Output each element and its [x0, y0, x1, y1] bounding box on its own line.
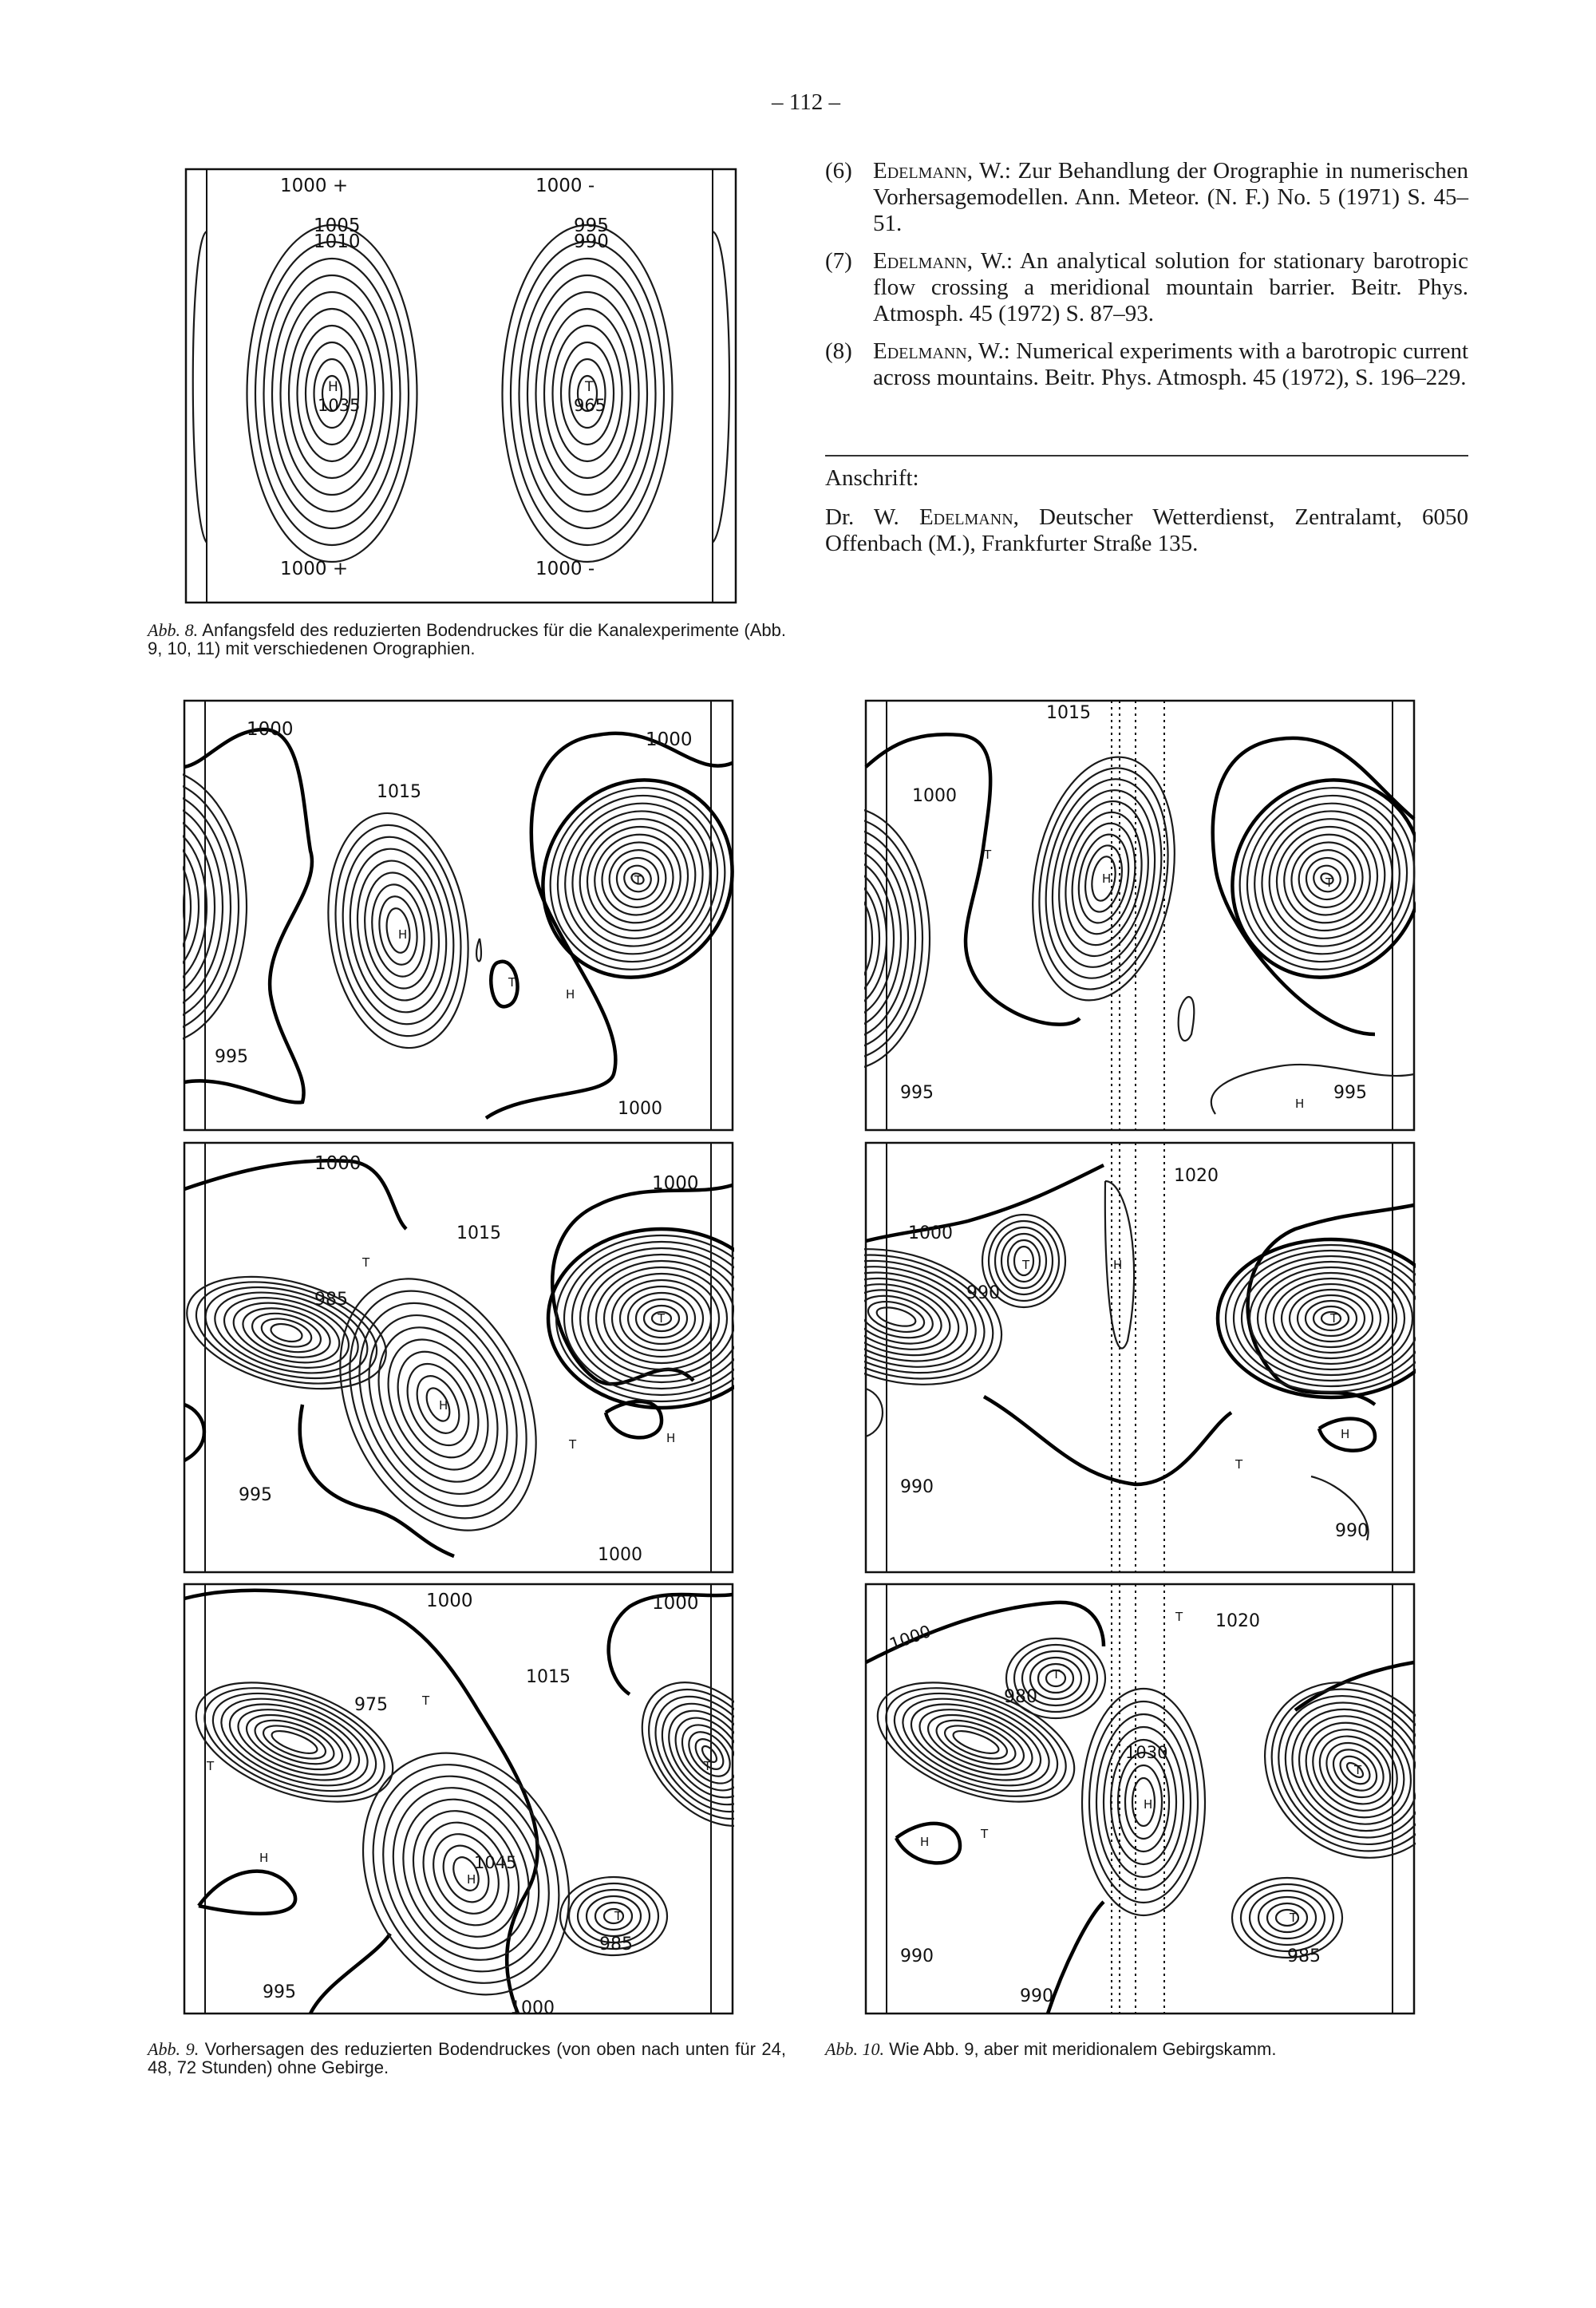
- q2-low: T: [1022, 1258, 1030, 1272]
- q3-label-6: 985: [1287, 1946, 1321, 1966]
- divider-rule: [825, 455, 1468, 456]
- p2-low-2: T: [658, 1311, 666, 1326]
- address-body: Deutscher Wetterdienst, Zentralamt, 6050 Offenbach (M.), Frankfurter Straße 135.: [825, 504, 1468, 556]
- isobar-line: [508, 745, 734, 1012]
- isobar-line: [338, 1734, 593, 2014]
- fig8-high-value: 1035: [318, 396, 361, 415]
- isobar-line: [941, 1719, 1011, 1765]
- p2-high-2: H: [666, 1431, 676, 1445]
- isobar-line: [615, 1657, 734, 1852]
- reference-8: [825, 338, 1468, 391]
- caption-label: Abb. 9.: [148, 2039, 200, 2059]
- caption-figure-9: [148, 2040, 786, 2077]
- fig8-high-label: H: [328, 379, 338, 395]
- isobar-line: [1250, 1891, 1325, 1945]
- p3-label-7: 995: [263, 1982, 296, 2002]
- q1-low-2: T: [1325, 875, 1333, 890]
- p2-low-3: T: [569, 1437, 577, 1452]
- q3-label-7: 990: [1020, 1986, 1053, 2006]
- q2-label-5: 990: [1335, 1521, 1369, 1541]
- reference-number: (6): [825, 158, 852, 184]
- figure-10-panel-24h: [864, 699, 1416, 1132]
- p1-low: T: [634, 873, 642, 887]
- reference-author: Edelmann, W.:: [873, 248, 1013, 274]
- isobar-line: [409, 1369, 468, 1440]
- p1-label-1: 1000: [247, 719, 294, 740]
- caption-label: Abb. 8.: [148, 620, 199, 640]
- figure-10-panel-48h: [864, 1141, 1416, 1574]
- q3-low-2: T: [1053, 1667, 1061, 1682]
- p3-label-8: 1000: [510, 1998, 555, 2015]
- isobar-line: [329, 1278, 548, 1531]
- figure-8: [184, 168, 737, 604]
- reference-text: Numerical experiments with a barotropic current across mountains. Beitr. Phys. Atmosph. 45 (1972), S. 196–229.: [873, 338, 1468, 390]
- isobar-line: [624, 1666, 734, 1843]
- q1-high: H: [1102, 871, 1112, 886]
- p2-label-4: 985: [314, 1290, 348, 1310]
- isobar-line: [921, 1704, 1031, 1780]
- isobar-line: [421, 1824, 512, 1924]
- isobar-line: [517, 756, 734, 1002]
- p3-label-2: 1000: [652, 1593, 699, 1614]
- isobar-line: [595, 1903, 632, 1930]
- p1-label-5: 1000: [618, 1099, 662, 1119]
- p3-low-4: T: [614, 1909, 622, 1923]
- q3-low-5: T: [1290, 1911, 1298, 1925]
- p2-low: T: [362, 1255, 370, 1270]
- q1-label-3: 995: [900, 1083, 934, 1103]
- figure-9-panel-24h: [183, 699, 734, 1132]
- fig8-iso-1010: 1010: [314, 231, 361, 252]
- fig8-bottom-right: 1000 -: [535, 559, 595, 579]
- p3-high-2: H: [259, 1851, 269, 1865]
- q1-label-4: 995: [1333, 1083, 1367, 1103]
- isobar-line: [911, 1697, 1041, 1788]
- isobar-line: [230, 1697, 359, 1788]
- page-number: – 112 –: [772, 89, 840, 115]
- q2-high: H: [1113, 1258, 1123, 1272]
- p1-label-2: 1000: [646, 729, 693, 750]
- p1-low-2: T: [508, 975, 516, 990]
- q3-label-2: 1020: [1215, 1611, 1260, 1631]
- reference-number: (8): [825, 338, 852, 364]
- p3-label-3: 1015: [526, 1667, 571, 1687]
- address-text: [825, 504, 1468, 557]
- q3-low-4: T: [1354, 1763, 1362, 1777]
- p3-low-3: T: [704, 1759, 712, 1773]
- fig8-top-right: 1000 -: [535, 176, 595, 196]
- caption-figure-10: [825, 2040, 1468, 2058]
- p3-label-1: 1000: [426, 1591, 473, 1611]
- isobar-line: [1242, 1256, 1416, 1381]
- reference-author: Edelmann, W.:: [873, 338, 1010, 364]
- isobar-line: [1267, 1903, 1307, 1932]
- reference-author: Edelmann, W.:: [873, 158, 1011, 184]
- isobar-line: [422, 1385, 454, 1425]
- p1-high: H: [398, 927, 408, 942]
- p2-label-3: 1015: [456, 1223, 501, 1243]
- reference-list: [825, 158, 1468, 402]
- fig8-iso-995: 995: [574, 215, 609, 236]
- q3-label-5: 990: [900, 1946, 934, 1966]
- q2-label-4: 990: [900, 1477, 934, 1497]
- q3-high: H: [1144, 1797, 1153, 1812]
- isobar-line: [435, 1838, 497, 1909]
- q3-high-2: H: [920, 1835, 930, 1849]
- isobar-line: [864, 870, 887, 1007]
- q2-label-2: 1000: [908, 1223, 953, 1243]
- reference-text: Zur Behandlung der Orographie in numerischen Vorhersagemodellen. Ann. Meteor. (N. F.) No. 5 (1971) S. 45–51.: [873, 158, 1468, 236]
- reference-text: An analytical solution for stationary barotropic flow crossing a meridional mountain barrier. Beitr. Phys. Atmosph. 45 (1972) S. 87–93.: [873, 248, 1468, 326]
- figure-9-panel-72h: [183, 1583, 734, 2015]
- q3-low: T: [1175, 1610, 1183, 1624]
- isobar-line: [1241, 1884, 1333, 1951]
- q2-high-2: H: [1341, 1427, 1350, 1441]
- fig8-bottom-left: 1000 +: [280, 559, 349, 579]
- reference-7: [825, 248, 1468, 327]
- q1-low: T: [984, 848, 992, 862]
- isobar-line: [865, 1296, 927, 1337]
- p3-label-4: 975: [354, 1695, 388, 1715]
- p3-label-5: 1045: [474, 1853, 517, 1872]
- fig8-iso-990: 990: [574, 231, 609, 252]
- p2-label-6: 1000: [598, 1545, 642, 1565]
- p1-label-3: 1015: [377, 782, 421, 802]
- p3-label-6: 985: [599, 1935, 633, 1954]
- caption-text: Vorhersagen des reduzierten Bodendruckes (von oben nach unten für 24, 48, 72 Stunden) ohne Gebirge.: [148, 2039, 786, 2077]
- q2-label-3: 990: [966, 1283, 1000, 1303]
- caption-figure-8: [148, 621, 786, 658]
- q1-label-2: 1000: [912, 786, 957, 806]
- q2-low-3: T: [1235, 1457, 1243, 1472]
- fig8-iso-1005: 1005: [314, 215, 361, 236]
- q3-label-4: 1030: [1125, 1743, 1168, 1762]
- isobar-line: [355, 1308, 521, 1501]
- isobar-line: [1230, 1646, 1416, 1895]
- p2-label-1: 1000: [314, 1153, 361, 1174]
- q3-low-3: T: [981, 1827, 989, 1841]
- isobar-line: [864, 1235, 1007, 1398]
- p2-high: H: [439, 1398, 448, 1413]
- address-prefix: Dr. W.: [825, 504, 899, 530]
- fig8-top-left: 1000 +: [280, 176, 349, 196]
- address-label: Anschrift:: [825, 465, 919, 491]
- fig8-low-value: 965: [574, 396, 606, 415]
- p2-label-2: 1000: [652, 1173, 699, 1194]
- isobar-line: [259, 1314, 314, 1351]
- q3-label-1: 1000: [887, 1621, 934, 1654]
- isobar-line: [183, 803, 223, 1010]
- caption-text: Anfangsfeld des reduzierten Bodendruckes für die Kanalexperimente (Abb. 9, 10, 11) mit verschiedenen Orographien.: [148, 620, 786, 658]
- reference-number: (7): [825, 248, 852, 274]
- caption-text: Wie Abb. 9, aber mit meridionalem Gebirgskamm.: [889, 2039, 1277, 2059]
- reference-6: [825, 158, 1468, 237]
- isobar-line: [185, 1264, 388, 1401]
- p1-label-4: 995: [215, 1047, 248, 1067]
- figure-9-panel-48h: [183, 1141, 734, 1574]
- caption-label: Abb. 10.: [825, 2039, 884, 2059]
- fig8-low-label: T: [585, 379, 594, 395]
- q1-high-2: H: [1295, 1097, 1305, 1111]
- isobar-line: [382, 1339, 495, 1471]
- isobar-line: [183, 1257, 398, 1409]
- p3-high: H: [467, 1872, 476, 1887]
- q2-label-1: 1020: [1174, 1166, 1219, 1186]
- figure-10-panel-72h: [864, 1583, 1416, 2015]
- q3-label-3: 980: [1004, 1687, 1037, 1707]
- q1-label-1: 1015: [1046, 703, 1091, 723]
- isobar-line: [239, 1704, 350, 1780]
- p3-low: T: [422, 1693, 430, 1708]
- isobar-line: [219, 1689, 369, 1795]
- isobar-line: [259, 1719, 330, 1765]
- q2-low-2: T: [1330, 1311, 1338, 1326]
- address-name: Edelmann,: [918, 504, 1019, 530]
- isobar-line: [1217, 766, 1416, 991]
- p3-low-2: T: [207, 1759, 215, 1773]
- p2-label-5: 995: [239, 1485, 272, 1505]
- p1-high-2: H: [566, 987, 575, 1002]
